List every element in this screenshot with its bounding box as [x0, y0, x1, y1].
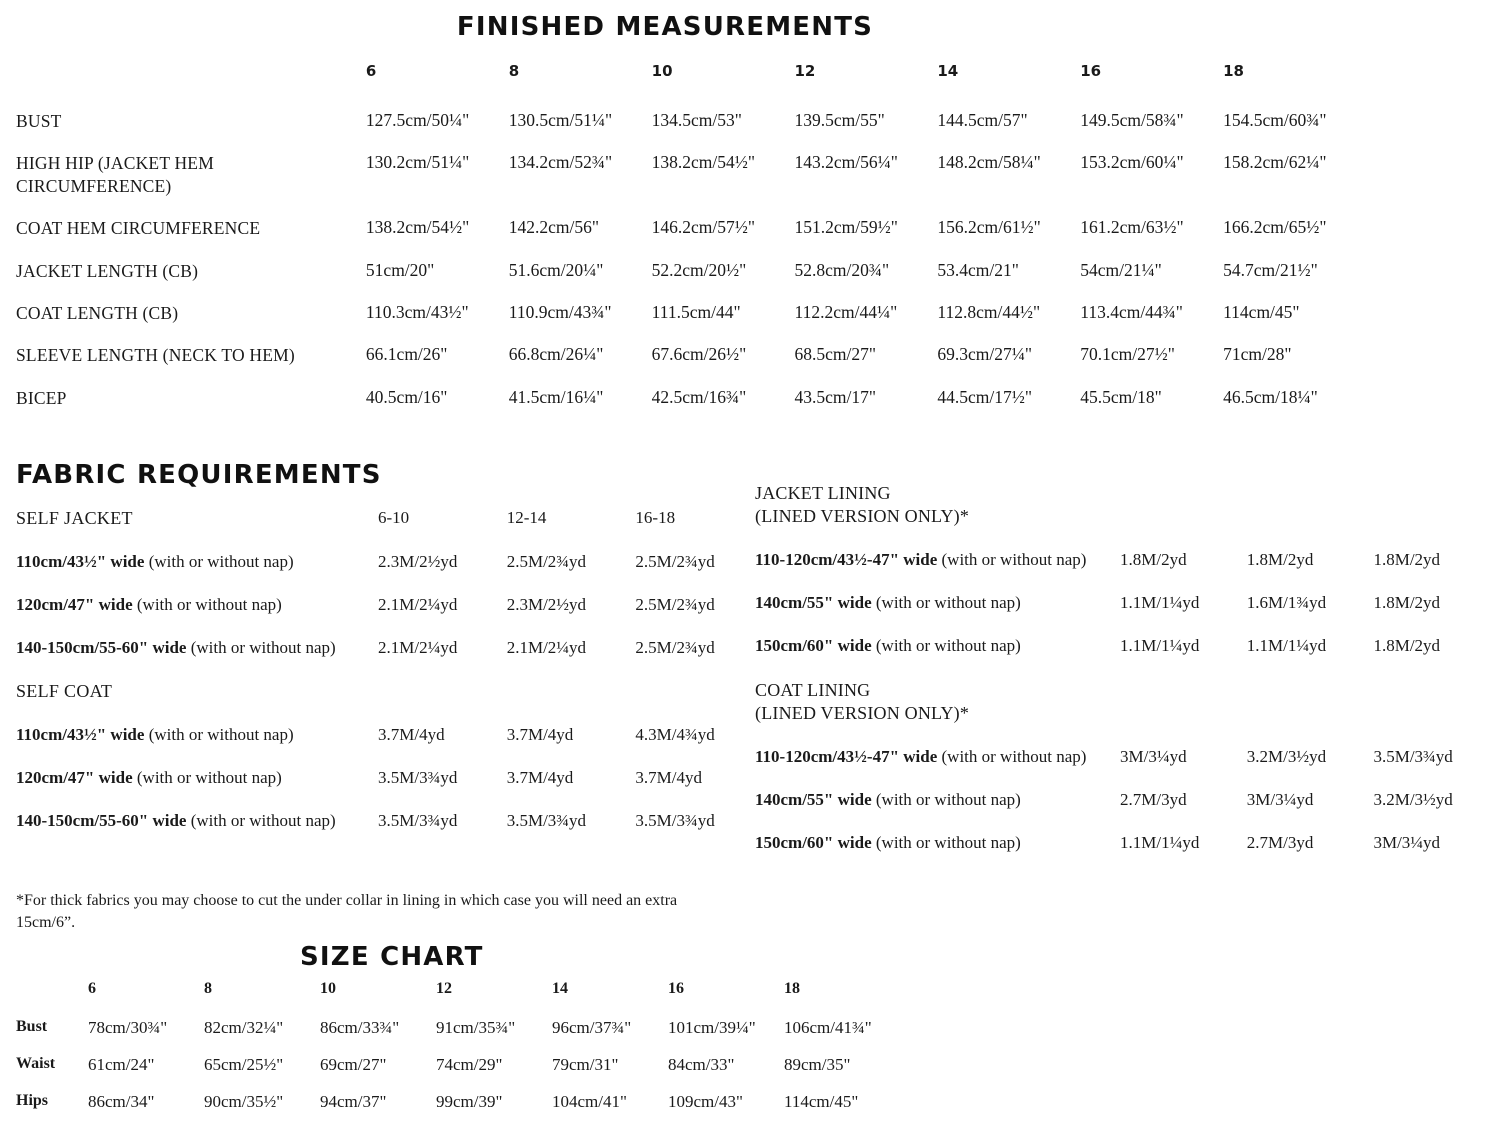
cell: 3.7M/4yd	[506, 768, 574, 787]
table-header-row	[16, 980, 900, 1018]
sc-header-size-6: 6	[88, 980, 96, 997]
nap-note: (with or without nap)	[871, 636, 1021, 655]
table-row	[755, 790, 1485, 833]
jacket-lining-line2: (LINED VERSION ONLY)*	[755, 505, 970, 526]
cell: 3.5M/3¾yd	[506, 811, 587, 830]
nap-note: (with or without nap)	[871, 790, 1021, 809]
cell: 106cm/41¾"	[784, 1018, 872, 1037]
size-range-blank-1	[378, 681, 507, 725]
fabric-footnote: *For thick fabrics you may choose to cut the under collar in lining in which case you will need an extra 15cm/6”.	[16, 892, 678, 931]
fabric-width-label	[755, 790, 1120, 833]
size-range-6-10: 6-10	[378, 508, 410, 527]
cell: 1.6M/1¾yd	[1246, 593, 1327, 612]
table-row	[16, 725, 736, 768]
cell: 79cm/31"	[552, 1055, 619, 1074]
width-value: 110-120cm/43½-47" wide	[755, 550, 938, 569]
cell: 94cm/37"	[320, 1092, 387, 1111]
cell: 86cm/34"	[88, 1092, 155, 1111]
cell: 78cm/30¾"	[88, 1018, 168, 1037]
table-row	[16, 768, 736, 811]
cell: 3M/3¼yd	[1373, 833, 1441, 852]
sc-header-size-10: 10	[320, 980, 336, 997]
size-chart-title: SIZE CHART	[300, 942, 484, 972]
cell: 1.1M/1¼yd	[1120, 636, 1200, 655]
cell: 74cm/29"	[436, 1055, 503, 1074]
finished-measurements-title: FINISHED MEASUREMENTS	[456, 12, 874, 42]
size-chart-table	[16, 980, 900, 1129]
width-value: 140cm/55" wide	[755, 790, 872, 809]
fabric-width-label	[755, 636, 1120, 679]
nap-note: (with or without nap)	[871, 833, 1021, 852]
cell: 99cm/39"	[436, 1092, 503, 1111]
cell: 1.1M/1¼yd	[1120, 833, 1200, 852]
cell: 1.1M/1¼yd	[1246, 636, 1327, 655]
cell: 148.2cm/58¼"	[937, 152, 1041, 173]
width-value: 120cm/47" wide	[16, 768, 133, 787]
coat-lining-line2: (LINED VERSION ONLY)*	[755, 702, 970, 723]
cell: 3.7M/4yd	[635, 768, 702, 787]
fabric-requirements-title: FABRIC REQUIREMENTS	[16, 460, 382, 490]
cell: 42.5cm/16¾"	[651, 386, 747, 407]
cell: 158.2cm/62¼"	[1223, 152, 1327, 173]
cell: 91cm/35¾"	[436, 1018, 516, 1037]
cell: 46.5cm/18¼"	[1223, 386, 1318, 407]
cell: 161.2cm/63½"	[1080, 217, 1184, 238]
cell: 61cm/24"	[88, 1055, 155, 1074]
width-value: 110cm/43½" wide	[16, 725, 145, 744]
cell: 65cm/25½"	[204, 1055, 284, 1074]
cell: 112.8cm/44½"	[937, 301, 1041, 322]
group-title-self-coat: SELF COAT	[16, 681, 113, 701]
cell: 1.8M/2yd	[1246, 550, 1314, 569]
fabric-self-column	[16, 508, 736, 854]
header-size-6: 6	[365, 62, 377, 80]
fabric-width-label	[755, 747, 1120, 790]
cell: 2.1M/2¼yd	[378, 595, 458, 614]
cell: 143.2cm/56¼"	[794, 152, 898, 173]
header-size-18: 18	[1223, 62, 1244, 80]
width-value: 150cm/60" wide	[755, 636, 872, 655]
cell: 51cm/20"	[365, 259, 435, 280]
cell: 151.2cm/59½"	[794, 217, 898, 238]
sc-row-label-hips: Hips	[16, 1092, 49, 1109]
table-row	[755, 550, 1485, 593]
cell: 146.2cm/57½"	[651, 217, 756, 238]
cell: 45.5cm/18"	[1080, 386, 1162, 407]
fabric-lining-column	[755, 482, 1485, 876]
cell: 144.5cm/57"	[937, 110, 1028, 130]
coat-lining-line1: COAT LINING	[755, 680, 871, 700]
group-title-jacket-lining	[755, 482, 1120, 550]
fabric-width-label	[755, 593, 1120, 636]
sc-header-size-16: 16	[668, 980, 684, 997]
nap-note: (with or without nap)	[132, 768, 282, 787]
sc-header-size-12: 12	[436, 980, 452, 997]
cell: 71cm/28"	[1223, 344, 1292, 365]
cell: 130.2cm/51¼"	[365, 152, 470, 173]
cell: 52.8cm/20¾"	[794, 259, 890, 280]
table-row	[16, 152, 1366, 217]
table-row	[16, 110, 1366, 152]
sc-header-size-18: 18	[784, 980, 800, 997]
header-size-10: 10	[651, 62, 673, 80]
cell: 112.2cm/44¼"	[794, 301, 898, 322]
nap-note: (with or without nap)	[186, 638, 336, 657]
row-label-high-hip: HIGH HIP (JACKET HEM CIRCUMFERENCE)	[16, 153, 214, 196]
cell: 44.5cm/17½"	[937, 386, 1032, 407]
cell: 110.3cm/43½"	[365, 301, 469, 322]
width-value: 110-120cm/43½-47" wide	[755, 747, 938, 766]
width-value: 140-150cm/55-60" wide	[16, 811, 187, 830]
cell: 138.2cm/54½"	[365, 217, 470, 238]
cell: 104cm/41"	[552, 1092, 627, 1111]
lining-col-3	[1373, 679, 1485, 747]
nap-note: (with or without nap)	[186, 811, 336, 830]
sc-header-size-8: 8	[204, 980, 212, 997]
width-value: 140-150cm/55-60" wide	[16, 638, 187, 657]
cell: 111.5cm/44"	[651, 301, 741, 322]
width-value: 110cm/43½" wide	[16, 552, 145, 571]
table-row	[16, 1092, 900, 1129]
row-label-bicep: BICEP	[16, 387, 67, 408]
nap-note: (with or without nap)	[937, 747, 1087, 766]
cell: 66.1cm/26"	[365, 344, 448, 365]
group-title-coat-lining	[755, 679, 1120, 747]
cell: 96cm/37¾"	[552, 1018, 632, 1037]
nap-note: (with or without nap)	[144, 725, 294, 744]
cell: 3M/3¼yd	[1120, 747, 1187, 766]
cell: 40.5cm/16"	[365, 386, 448, 407]
cell: 114cm/45"	[784, 1092, 859, 1111]
fabric-width-label	[16, 768, 378, 811]
cell: 2.3M/2½yd	[506, 595, 587, 614]
table-row	[16, 344, 1366, 386]
cell: 127.5cm/50¼"	[365, 110, 470, 130]
cell: 2.7M/3yd	[1246, 833, 1314, 852]
cell: 2.5M/2¾yd	[635, 638, 715, 657]
lining-fabric-table	[755, 482, 1485, 876]
finished-measurements-table	[16, 62, 1366, 429]
cell: 82cm/32¼"	[204, 1018, 284, 1037]
cell: 68.5cm/27"	[794, 344, 877, 365]
cell: 3.5M/3¾yd	[378, 811, 458, 830]
nap-note: (with or without nap)	[144, 552, 294, 571]
cell: 90cm/35½"	[204, 1092, 284, 1111]
width-value: 140cm/55" wide	[755, 593, 872, 612]
size-range-12-14: 12-14	[506, 508, 547, 527]
fabric-width-label	[755, 833, 1120, 876]
cell: 3.7M/4yd	[506, 725, 574, 744]
cell: 3.2M/3½yd	[1373, 790, 1453, 809]
header-blank	[16, 62, 366, 110]
self-fabric-table	[16, 508, 736, 854]
cell: 1.1M/1¼yd	[1120, 593, 1200, 612]
table-row	[16, 217, 1366, 259]
cell: 69.3cm/27¼"	[937, 344, 1032, 365]
fabric-width-label	[16, 595, 378, 638]
cell: 54cm/21¼"	[1080, 259, 1162, 280]
cell: 69cm/27"	[320, 1055, 387, 1074]
group-header-row	[755, 679, 1485, 747]
sc-row-label-waist: Waist	[16, 1055, 56, 1072]
size-range-16-18: 16-18	[635, 508, 676, 527]
cell: 134.2cm/52¾"	[508, 152, 613, 173]
header-size-8: 8	[508, 62, 520, 80]
table-row	[755, 636, 1485, 679]
lining-col-2	[1247, 679, 1374, 747]
lining-col-1	[1120, 679, 1247, 747]
size-range-blank-3	[635, 681, 736, 725]
cell: 4.3M/4¾yd	[635, 725, 715, 744]
cell: 113.4cm/44¾"	[1080, 301, 1183, 322]
cell: 1.8M/2yd	[1373, 593, 1441, 612]
width-value: 120cm/47" wide	[16, 595, 133, 614]
cell: 110.9cm/43¾"	[508, 301, 612, 322]
table-header-row	[16, 62, 1366, 110]
cell: 109cm/43"	[668, 1092, 743, 1111]
table-row	[16, 638, 736, 681]
fabric-width-label	[16, 725, 378, 768]
cell: 139.5cm/55"	[794, 110, 885, 130]
cell: 1.8M/2yd	[1373, 550, 1441, 569]
sc-row-label-bust: Bust	[16, 1018, 48, 1035]
cell: 166.2cm/65½"	[1223, 217, 1327, 238]
cell: 130.5cm/51¼"	[508, 110, 613, 130]
cell: 142.2cm/56"	[508, 217, 600, 238]
group-header-row	[755, 482, 1485, 550]
cell: 67.6cm/26½"	[651, 344, 747, 365]
cell: 86cm/33¾"	[320, 1018, 400, 1037]
group-title-self-jacket: SELF JACKET	[16, 508, 133, 528]
cell: 41.5cm/16¼"	[508, 386, 604, 407]
sc-header-blank	[16, 980, 88, 1018]
cell: 51.6cm/20¼"	[508, 259, 604, 280]
table-row	[16, 811, 736, 854]
cell: 149.5cm/58¾"	[1080, 110, 1184, 130]
cell: 101cm/39¼"	[668, 1018, 756, 1037]
row-label-bust: BUST	[16, 111, 62, 131]
nap-note: (with or without nap)	[937, 550, 1087, 569]
table-row	[16, 260, 1366, 302]
jacket-lining-line1: JACKET LINING	[755, 483, 891, 503]
lining-col-3	[1373, 482, 1485, 550]
size-range-blank-2	[507, 681, 636, 725]
group-header-row	[16, 508, 736, 552]
cell: 3.5M/3¾yd	[635, 811, 715, 830]
cell: 89cm/35"	[784, 1055, 851, 1074]
table-row	[16, 1055, 900, 1092]
table-row	[16, 1018, 900, 1055]
fabric-width-label	[16, 638, 378, 681]
cell: 3.7M/4yd	[378, 725, 445, 744]
table-row	[16, 387, 1366, 429]
lining-col-2	[1247, 482, 1374, 550]
table-row	[755, 593, 1485, 636]
table-row	[16, 552, 736, 595]
cell: 3.2M/3½yd	[1246, 747, 1327, 766]
row-label-sleeve-length: SLEEVE LENGTH (NECK TO HEM)	[16, 345, 295, 366]
lining-col-1	[1120, 482, 1247, 550]
cell: 153.2cm/60¼"	[1080, 152, 1184, 173]
cell: 138.2cm/54½"	[651, 152, 756, 173]
cell: 2.5M/2¾yd	[635, 552, 715, 571]
cell: 156.2cm/61½"	[937, 217, 1041, 238]
cell: 134.5cm/53"	[651, 110, 742, 130]
nap-note: (with or without nap)	[871, 593, 1021, 612]
cell: 53.4cm/21"	[937, 259, 1019, 280]
cell: 2.5M/2¾yd	[506, 552, 587, 571]
row-label-coat-hem: COAT HEM CIRCUMFERENCE	[16, 218, 261, 239]
sc-header-size-14: 14	[552, 980, 568, 997]
cell: 54.7cm/21½"	[1223, 259, 1318, 280]
header-size-12: 12	[794, 62, 816, 80]
cell: 2.5M/2¾yd	[635, 595, 715, 614]
cell: 52.2cm/20½"	[651, 259, 747, 280]
cell: 114cm/45"	[1223, 301, 1300, 322]
cell: 2.1M/2¼yd	[506, 638, 587, 657]
row-label-jacket-length: JACKET LENGTH (CB)	[16, 260, 199, 281]
cell: 43.5cm/17"	[794, 386, 877, 407]
table-row	[755, 747, 1485, 790]
cell: 1.8M/2yd	[1373, 636, 1441, 655]
fabric-width-label	[16, 811, 378, 854]
cell: 1.8M/2yd	[1120, 550, 1187, 569]
cell: 66.8cm/26¼"	[508, 344, 604, 365]
cell: 2.1M/2¼yd	[378, 638, 458, 657]
table-row	[16, 595, 736, 638]
nap-note: (with or without nap)	[132, 595, 282, 614]
cell: 2.3M/2½yd	[378, 552, 458, 571]
table-row	[755, 833, 1485, 876]
width-value: 150cm/60" wide	[755, 833, 872, 852]
cell: 84cm/33"	[668, 1055, 735, 1074]
header-size-14: 14	[937, 62, 959, 80]
table-row	[16, 302, 1366, 344]
cell: 70.1cm/27½"	[1080, 344, 1175, 365]
fabric-width-label	[16, 552, 378, 595]
cell: 2.7M/3yd	[1120, 790, 1187, 809]
group-header-row	[16, 681, 736, 725]
fabric-width-label	[755, 550, 1120, 593]
row-label-coat-length: COAT LENGTH (CB)	[16, 302, 179, 323]
cell: 3M/3¼yd	[1246, 790, 1314, 809]
cell: 3.5M/3¾yd	[1373, 747, 1453, 766]
header-size-16: 16	[1080, 62, 1102, 80]
cell: 154.5cm/60¾"	[1223, 110, 1327, 130]
cell: 3.5M/3¾yd	[378, 768, 458, 787]
